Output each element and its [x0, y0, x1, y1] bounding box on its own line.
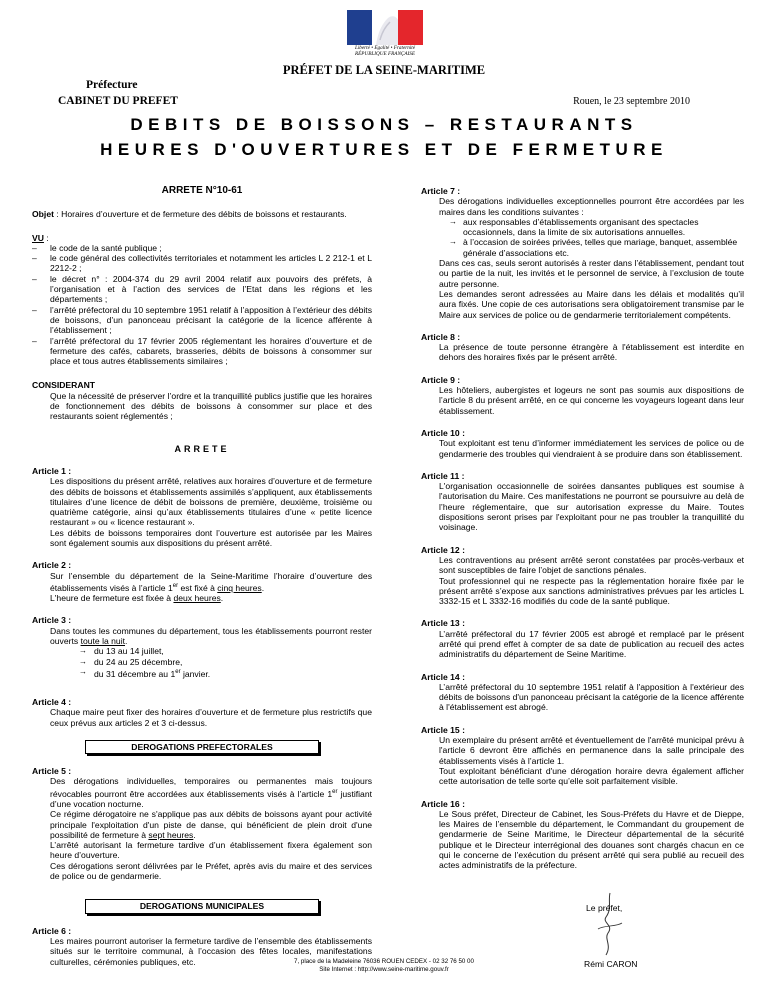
derogations-prefectorales-box: DEROGATIONS PREFECTORALES: [85, 740, 319, 754]
text-run: .: [125, 635, 128, 646]
article-paragraph: Les dispositions du présent arrêté, relatives aux horaires d’ouverture et de fermeture des débits de boissons et établissements assimilés s’appliquent, aux établissements titulaires d’une licence de débit de boissons de première, deuxième, troisième ou quatrième catégorie, ainsi qu’aux établissements titulaires d’une « petite licence restaurant » ou « licence restaurant ».: [50, 476, 372, 528]
arrow-list-item: → à l’occasion de soirées privées, telles que mariage, banquet, assemblée générale d’associations etc.: [421, 237, 744, 258]
text-run: Ce régime dérogatoire ne s'applique pas aux débits de boissons ayant pour activité principale l'exploitation d'un piste de danse, qui bénéficient de plein droit d'une possibilité de fermeture à: [50, 809, 372, 840]
article-paragraph: Des dérogations individuelles exceptionnelles pourront être accordées par les maires dans les conditions suivantes :: [439, 196, 744, 217]
prefecture-label: Préfecture: [86, 79, 138, 91]
article-title: Article 9 :: [421, 374, 461, 385]
footer-website: Site Internet : http://www.seine-maritime.gouv.fr: [319, 965, 449, 973]
vu-section: VU : – le code de la santé publique ; – le code général des collectivités territoriales et notamment les articles L 2 212-1 et L 2212-2 ; – le décret n° : 2004-374 du 29 avril 2004 relatif aux pouvoirs des préfets, à l’organisation et à l’action des services de l’Etat dans les régions et les départements ; – l’arrêté préfectoral du 10 septembre 1951 relatif à l’apposition à l’extérieur des débits de boissons, d’un panonceau précisant la catégorie de la licence afférente à l’établissement ; – l’arrêté préfectoral du 17 février 2005 réglementant les horaires d’ouverture et de fermeture des cafés, cabarets, brasseries, débits de boissons à consommer sur place et tous autres établissements similaires ;: [32, 233, 372, 367]
text-run: .: [220, 593, 224, 604]
text-run: .: [261, 582, 265, 593]
vu-item: – le code général des collectivités territoriales et notamment les articles L 2 212-1 et L 2212-2 ;: [32, 253, 372, 274]
article-title: Article 11 :: [421, 470, 465, 481]
text-run: Dans toutes les communes du département, tous les établissements pourront rester ouverts: [50, 625, 372, 646]
footer: [0, 958, 768, 973]
article-paragraph: Ces dérogations seront délivrées par le Préfet, après avis du maire et des services de police ou de gendarmerie.: [50, 860, 372, 882]
derogations-municipales-box: DEROGATIONS MUNICIPALES: [85, 899, 319, 913]
article-15: [421, 725, 744, 787]
text-run: justifiant d’une vocation nocturne.: [50, 788, 372, 809]
left-column: [32, 186, 372, 979]
article-3: [32, 615, 372, 679]
vu-item: – le décret n° : 2004-374 du 29 avril 2004 relatif aux pouvoirs des préfets, à l’organisation et à l’action des services de l’Etat dans les régions et les départements ;: [32, 274, 372, 305]
article-title: Article 8 :: [421, 331, 461, 342]
vu-item: – l’arrêté préfectoral du 17 février 2005 réglementant les horaires d’ouverture et de fermeture des cafés, cabarets, brasseries, débits de boissons à consommer sur place et tous autres établissements similaires ;: [32, 336, 372, 367]
vu-item: – le code de la santé publique ;: [32, 243, 372, 253]
article-paragraph: Les débits de boissons temporaires dont l’ouverture est autorisée par les Maires sont également soumis aux dispositions du présent arrêté.: [50, 527, 372, 549]
article-paragraph: La présence de toute personne étrangère à l'établissement est interdite en dehors des horaires fixés par le présent arrêté.: [439, 342, 744, 363]
article-title: Article 5 :: [32, 766, 72, 777]
article-paragraph: Les maires pourront autoriser la fermeture tardive de l’ensemble des établissements situés sur le territoire communal, à l’occasion des fêtes locales, manifestations culturelles, cérémonies publiques, etc.: [50, 935, 372, 967]
article-12: [421, 545, 744, 607]
text-sup: er: [175, 668, 181, 675]
logo-motto: Liberté • Égalité • Fraternité: [354, 45, 416, 51]
article-paragraph: Un exemplaire du présent arrêté et éventuellement de l'arrêté municipal prévu à l'article 6 devront être affichés en permanence dans la salle principale des établissements visés à l’article 1.: [439, 735, 744, 766]
article-paragraph: Tout exploitant est tenu d’informer immédiatement les services de police ou de gendarmerie des troubles qui viendraient à se produire dans son établissement.: [439, 438, 744, 459]
text-sup: er: [332, 788, 338, 795]
article-2: [32, 560, 372, 603]
article-paragraph: L'organisation occasionnelle de soirées dansantes publiques est soumise à l'autorisation du Maire. Ces manifestations ne pourront se poursuivre au delà de l’heure réglementaire, que sur autorisation expresse du Maire. Toutes dispositions seront prises par l'exploitant pour ne pas troubler la tranquillité du voisinage.: [439, 481, 744, 533]
arrow-list-item: → du 24 au 25 décembre,: [32, 657, 372, 667]
article-title: Article 6 :: [32, 925, 72, 936]
text-run: est fixé à: [178, 582, 218, 593]
arrow-list-item: → du 13 au 14 juillet,: [32, 646, 372, 656]
article-13: [421, 618, 744, 659]
article-9: [421, 375, 744, 416]
article-paragraph: Dans ces cas, seuls seront autorisés à rester dans l’établissement, pendant tout ou partie de la nuit, les invités et le personnel de service, à l’exclusion de toute autre personne.: [439, 258, 744, 289]
article-title: Article 10 :: [421, 427, 465, 438]
article-16: [421, 799, 744, 871]
article-title: Article 1 :: [32, 465, 72, 476]
right-column: [421, 186, 744, 973]
text-underlined: sept heures: [148, 829, 194, 840]
document-date: Rouen, le 23 septembre 2010: [573, 96, 690, 107]
article-title: Article 2 :: [32, 560, 72, 571]
logo-country: RÉPUBLIQUE FRANÇAISE: [354, 51, 416, 57]
signature-title: Le préfet,: [586, 902, 623, 913]
text-run: janvier.: [180, 668, 211, 679]
article-title: Article 3 :: [32, 615, 72, 626]
text-underlined: deux heures: [173, 593, 221, 604]
article-paragraph: Tout exploitant bénéficiant d'une dérogation horaire devra également afficher cette autorisation de telle sorte qu’elle soit parfaitement visible.: [439, 765, 744, 787]
marianne-flag-icon: [347, 10, 423, 45]
article-paragraph: Les contraventions au présent arrêté seront constatées par procès-verbaux et sont susceptibles de faire l’objet de sanctions pénales.: [439, 554, 744, 576]
arrow-list-item: → aux responsables d’établissements organisant des spectacles occasionnels, dans la limite de six autorisations annuelles.: [421, 217, 744, 238]
article-paragraph: L’arrêté autorisant la fermeture tardive d’un établissement fixera également son heure d’ouverture.: [50, 840, 372, 861]
article-paragraph: Chaque maire peut fixer des horaires d’ouverture et de fermeture plus restrictifs que ceux prévus aux articles 2 et 3 ci-dessus.: [50, 707, 372, 728]
article-1: [32, 466, 372, 548]
text-run: .: [193, 829, 196, 840]
republique-francaise-logo: [347, 10, 423, 70]
article-4: [32, 697, 372, 728]
text-underlined: cinq heures: [217, 582, 262, 593]
article-title: Article 14 :: [421, 671, 465, 682]
signature-scribble-icon: [570, 889, 650, 959]
text-run: Des dérogations individuelles, temporaires ou permanentes mais toujours révocables pourront être accordées aux établissements visés à l’article 1: [50, 776, 372, 799]
article-8: [421, 332, 744, 363]
article-11: [421, 471, 744, 533]
arrete-number: ARRETE N°10-61: [161, 185, 243, 196]
article-10: [421, 428, 744, 459]
article-paragraph: L’arrêté préfectoral du 10 septembre 1951 relatif à l'apposition à l'extérieur des débits de boissons d'un panonceau précisant la catégorie de la licence afférente à l'établissement est abrogé.: [439, 681, 744, 713]
article-title: Article 13 :: [421, 618, 465, 629]
objet-label: Objet: [32, 209, 54, 220]
objet-text: : Horaires d’ouverture et de fermeture des débits de boissons et restaurants.: [53, 209, 347, 220]
prefet-heading: PRÉFET DE LA SEINE-MARITIME: [282, 63, 486, 77]
footer-address: 7, place de la Madeleine 76036 ROUEN CEDEX - 02 32 76 50 00: [294, 958, 474, 965]
article-paragraph: Le Sous préfet, Directeur de Cabinet, les Sous-Préfets du Havre et de Dieppe, les Maires de l’ensemble du département, le Commandant du groupement de gendarmerie de Seine Maritime, le Directeur départemental de la sécurité publique et le Directeur interrégional des douanes sont chargés chacun en ce qui le concerne de l’exécution du présent arrêté qui sera publié au recueil des actes administratifs de la préfecture.: [439, 808, 744, 871]
signature-name: Rémi CARON: [584, 958, 638, 969]
considerant-label: CONSIDERANT: [32, 380, 96, 391]
article-title: Article 12 :: [421, 544, 465, 555]
article-5: [32, 766, 372, 881]
text-run: du 31 décembre au 1: [94, 668, 176, 679]
arrow-list-item: [32, 667, 372, 679]
vu-list: [32, 243, 372, 367]
article-paragraph: Les hôteliers, aubergistes et logeurs ne sont pas soumis aux dispositions de l’article 8 du présent arrêté, en ce qui concerne les voyageurs logeant dans leur établissement.: [439, 385, 744, 416]
article-paragraph: L’arrêté préfectoral du 17 février 2005 est abrogé et remplacé par le présent arrêté qui prend effet à compter de sa date de publication au recueil des actes administratifs du département de Seine Maritime.: [439, 628, 744, 660]
article-paragraph: Les demandes seront adressées au Maire dans les délais et modalités qu’il aura fixés. Une copie de ces autorisations sera obligatoirement transmise par le Maire aux services de police ou de gendarmerie territorialement compétents.: [439, 288, 744, 320]
text-sup: er: [172, 582, 179, 589]
title-line-1: DEBITS DE BOISSONS – RESTAURANTS: [130, 115, 638, 134]
article-14: [421, 672, 744, 713]
text-underlined: toute la nuit: [80, 635, 126, 646]
arrete-heading: ARRETE: [174, 443, 230, 454]
article-title: Article 15 :: [421, 724, 465, 735]
considerant-text: Que la nécessité de préserver l’ordre et la tranquillité publics justifie que les horaires de fonctionnement des débits de boissons à consommer sur place et des restaurants soient réglementés ;: [50, 390, 372, 422]
text-run: L'heure de fermeture est fixée à: [50, 593, 174, 604]
text-run: Sur l’ensemble du département de la Seine-Maritime l’horaire d’ouverture des établissements visés à l’article 1: [50, 570, 372, 593]
article-paragraph: Tout professionnel qui ne respecte pas la réglementation horaire fixée par le présent arrêté s’expose aux sanctions administratives prévues par les articles L 3332-15 et L 3332-16 modifiés du code de la santé publique.: [439, 575, 744, 607]
article-title: Article 16 :: [421, 798, 465, 809]
vu-label: VU: [32, 232, 44, 243]
title-line-2: HEURES D'OUVERTURES ET DE FERMETURE: [100, 140, 668, 159]
cabinet-label: CABINET DU PREFET: [58, 95, 178, 107]
article-title: Article 4 :: [32, 697, 72, 707]
article-title: Article 7 :: [421, 186, 461, 196]
article-7: [421, 186, 744, 320]
vu-item: – l’arrêté préfectoral du 10 septembre 1951 relatif à l’apposition à l’extérieur des débits de boissons, d’un panonceau précisant la catégorie de la licence afférente à l’établissement ;: [32, 305, 372, 336]
objet-section: [32, 209, 372, 219]
